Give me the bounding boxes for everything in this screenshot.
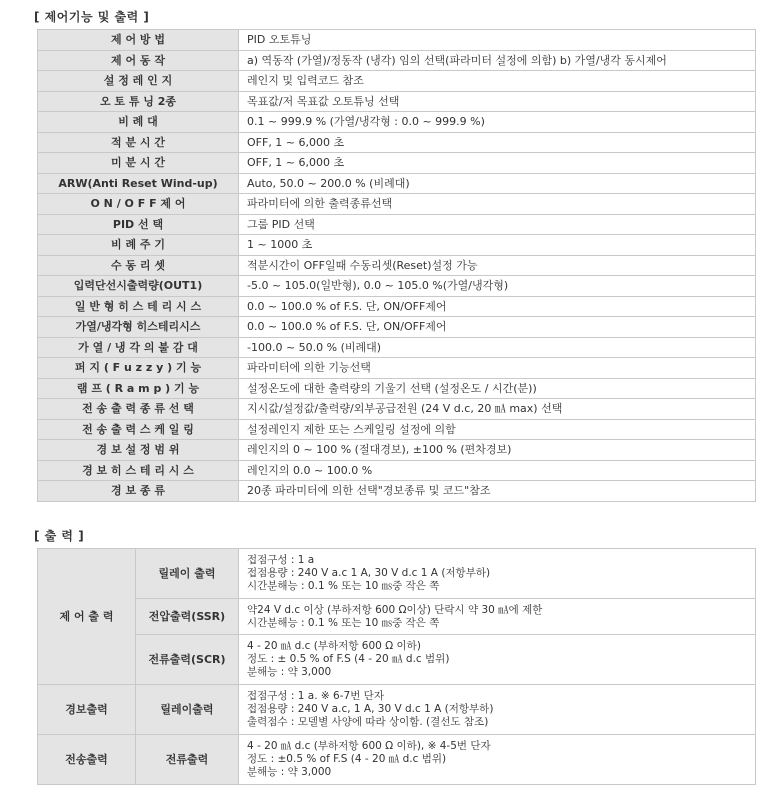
spec-row <box>38 50 756 71</box>
spec-row <box>38 91 756 112</box>
spec-line: 접점구성 : 1 a <box>247 554 315 566</box>
spec-value: 적분시간이 OFF일때 수동리셋(Reset)설정 가능 <box>239 255 756 276</box>
output-item-value <box>239 599 756 635</box>
output-item-value <box>239 685 756 735</box>
spec-value: -5.0 ~ 105.0(일반형), 0.0 ~ 105.0 %(가열/냉각형) <box>239 276 756 297</box>
spec-row <box>38 460 756 481</box>
spec-line: 4 - 20 ㎃ d.c (부하저항 600 Ω 이하), ※ 4-5번 단자 <box>247 740 491 752</box>
spec-label: 전 송 출 력 종 류 선 택 <box>38 399 239 420</box>
spec-value: 1 ~ 1000 초 <box>239 235 756 256</box>
spec-value: -100.0 ~ 50.0 % (비례대) <box>239 337 756 358</box>
spec-value: 레인지의 0 ~ 100 % (절대경보), ±100 % (편차경보) <box>239 440 756 461</box>
spec-value: 레인지 및 입력코드 참조 <box>239 71 756 92</box>
spec-label: 비 례 주 기 <box>38 235 239 256</box>
spec-row <box>38 194 756 215</box>
output-item-label: 전압출력(SSR) <box>136 599 239 635</box>
spec-value: 지시값/설정값/출력량/외부공급전원 (24 V d.c, 20 ㎃ max) 선택 <box>239 399 756 420</box>
output-group-label: 경보출력 <box>38 685 136 735</box>
spec-line: 접점용량 : 240 V a.c, 1 A, 30 V d.c 1 A (저항부하) <box>247 703 494 715</box>
spec-label: 가 열 / 냉 각 의 불 감 대 <box>38 337 239 358</box>
output-item-label: 릴레이출력 <box>136 685 239 735</box>
spec-label: 수 동 리 셋 <box>38 255 239 276</box>
output-item-value <box>239 635 756 685</box>
spec-value: 설정온도에 대한 출력량의 기울기 선택 (설정온도 / 시간(분)) <box>239 378 756 399</box>
output-item-label: 전류출력 <box>136 735 239 785</box>
spec-row <box>38 235 756 256</box>
spec-line: 접점구성 : 1 a. ※ 6-7번 단자 <box>247 690 384 702</box>
spec-value: 파라미터에 의한 출력종류선택 <box>239 194 756 215</box>
spec-line: 정도 : ±0.5 % of F.S (4 - 20 ㎃ d.c 범위) <box>247 753 447 765</box>
spec-value: PID 오토튜닝 <box>239 30 756 51</box>
spec-value: 0.0 ~ 100.0 % of F.S. 단, ON/OFF제어 <box>239 296 756 317</box>
spec-label: ARW(Anti Reset Wind-up) <box>38 173 239 194</box>
spec-row <box>38 30 756 51</box>
spec-value: 레인지의 0.0 ~ 100.0 % <box>239 460 756 481</box>
spec-label: 입력단선시출력량(OUT1) <box>38 276 239 297</box>
spec-label: 경 보 설 정 범 위 <box>38 440 239 461</box>
spec-label: 제 어 방 법 <box>38 30 239 51</box>
spec-label: 오 토 튜 닝 2종 <box>38 91 239 112</box>
spec-label: PID 선 택 <box>38 214 239 235</box>
spec-value: 설정레인지 제한 또는 스케일링 설정에 의함 <box>239 419 756 440</box>
output-group-label: 제 어 출 력 <box>38 549 136 685</box>
output-item-value <box>239 549 756 599</box>
spec-row <box>38 337 756 358</box>
spec-line: 시간분해능 : 0.1 % 또는 10 ㎳중 작은 쪽 <box>247 616 440 629</box>
output-row <box>38 635 756 685</box>
spec-label: 적 분 시 간 <box>38 132 239 153</box>
spec-label: 경 보 종 류 <box>38 481 239 502</box>
spec-label: O N / O F F 제 어 <box>38 194 239 215</box>
spec-value: 0.1 ~ 999.9 % (가열/냉각형 : 0.0 ~ 999.9 %) <box>239 112 756 133</box>
output-row <box>38 685 756 735</box>
spec-value: OFF, 1 ~ 6,000 초 <box>239 153 756 174</box>
spec-value: 파라미터에 의한 기능선택 <box>239 358 756 379</box>
spec-row <box>38 173 756 194</box>
output-group-label: 전송출력 <box>38 735 136 785</box>
spec-line: 출력점수 : 모델별 사양에 따라 상이함. (결선도 참조) <box>247 716 489 728</box>
spec-line: 시간분해능 : 0.1 % 또는 10 ㎳중 작은 쪽 <box>247 580 440 592</box>
spec-row <box>38 440 756 461</box>
control-section-title: [ 제어기능 및 출력 ] <box>34 10 150 24</box>
spec-row <box>38 317 756 338</box>
spec-line: 약24 V d.c 이상 (부하저항 600 Ω이상) 단락시 약 30 ㎃에 제한 <box>247 603 543 616</box>
output-item-label: 릴레이 출력 <box>136 549 239 599</box>
spec-value: 그룹 PID 선택 <box>239 214 756 235</box>
output-row <box>38 735 756 785</box>
spec-row <box>38 214 756 235</box>
spec-row <box>38 132 756 153</box>
spec-line: 분해능 : 약 3,000 <box>247 766 332 778</box>
spec-label: 램 프 ( R a m p ) 기 능 <box>38 378 239 399</box>
spec-line: 4 - 20 ㎃ d.c (부하저항 600 Ω 이하) <box>247 640 421 652</box>
output-row <box>38 549 756 599</box>
spec-row <box>38 71 756 92</box>
output-spec-table <box>37 548 756 785</box>
spec-value: Auto, 50.0 ~ 200.0 % (비례대) <box>239 173 756 194</box>
spec-line: 분해능 : 약 3,000 <box>247 666 332 678</box>
output-section-title: [ 출 력 ] <box>34 529 85 543</box>
spec-row <box>38 112 756 133</box>
spec-row <box>38 153 756 174</box>
spec-label: 가열/냉각형 히스테리시스 <box>38 317 239 338</box>
spec-row <box>38 296 756 317</box>
spec-value: 20종 파라미터에 의한 선택"경보종류 및 코드"참조 <box>239 481 756 502</box>
spec-row <box>38 378 756 399</box>
spec-label: 비 례 대 <box>38 112 239 133</box>
spec-row <box>38 481 756 502</box>
spec-value: OFF, 1 ~ 6,000 초 <box>239 132 756 153</box>
spec-label: 전 송 출 력 스 케 일 링 <box>38 419 239 440</box>
spec-value: 목표값/저 목표값 오토튜닝 선택 <box>239 91 756 112</box>
spec-label: 제 어 동 작 <box>38 50 239 71</box>
spec-row <box>38 399 756 420</box>
control-spec-table <box>37 29 756 502</box>
spec-row <box>38 255 756 276</box>
spec-label: 설 정 레 인 지 <box>38 71 239 92</box>
spec-label: 미 분 시 간 <box>38 153 239 174</box>
output-row <box>38 599 756 635</box>
spec-label: 일 반 형 히 스 테 리 시 스 <box>38 296 239 317</box>
spec-row <box>38 358 756 379</box>
spec-row <box>38 276 756 297</box>
spec-label: 경 보 히 스 테 리 시 스 <box>38 460 239 481</box>
output-item-label: 전류출력(SCR) <box>136 635 239 685</box>
spec-value: 0.0 ~ 100.0 % of F.S. 단, ON/OFF제어 <box>239 317 756 338</box>
spec-value: a) 역동작 (가열)/정동작 (냉각) 임의 선택(파라미터 설정에 의함) b) 가열/냉각 동시제어 <box>239 50 756 71</box>
spec-line: 정도 : ± 0.5 % of F.S (4 - 20 ㎃ d.c 범위) <box>247 653 450 665</box>
spec-line: 접점용량 : 240 V a.c 1 A, 30 V d.c 1 A (저항부하) <box>247 567 491 579</box>
output-item-value <box>239 735 756 785</box>
spec-row <box>38 419 756 440</box>
spec-label: 퍼 지 ( F u z z y ) 기 능 <box>38 358 239 379</box>
